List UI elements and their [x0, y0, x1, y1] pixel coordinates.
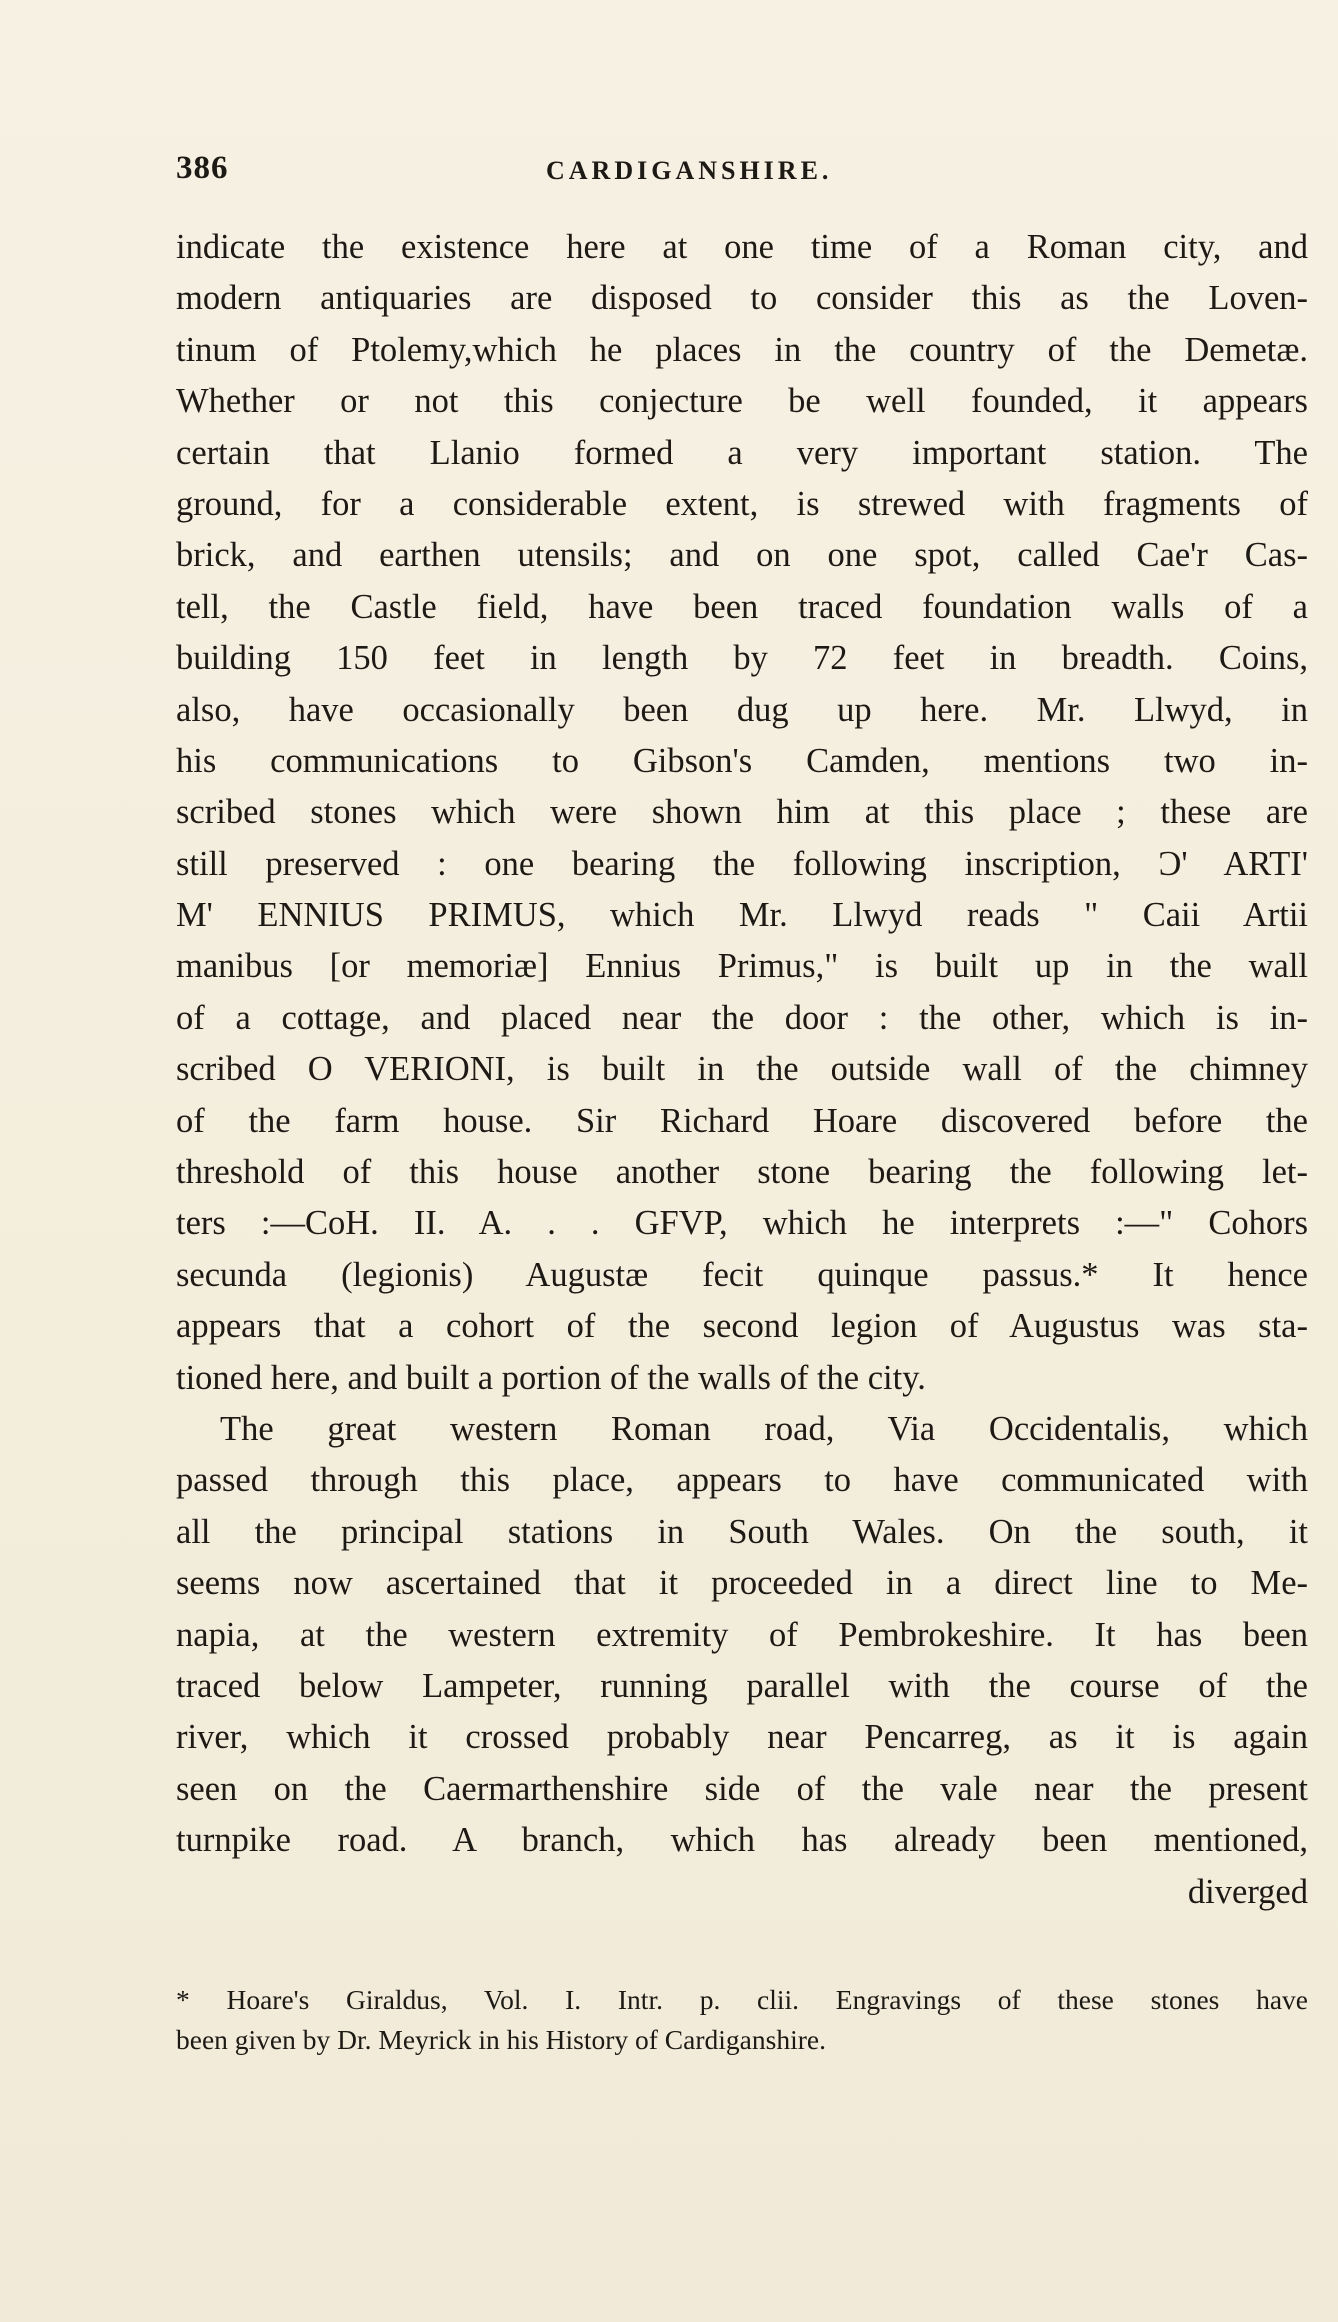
footnote-line: been given by Dr. Meyrick in his History of Cardiganshire. — [176, 2024, 826, 2055]
text-line: building 150 feet in length by 72 feet in breadth. Coins, — [176, 639, 1308, 678]
text-line: turnpike road. A branch, which has already been mentioned, — [176, 1821, 1308, 1860]
text-line: seen on the Caermarthenshire side of the vale near the present — [176, 1769, 1308, 1808]
page-number: 386 — [176, 150, 229, 186]
text-line: ground, for a considerable extent, is strewed with fragments of — [176, 484, 1308, 523]
running-head — [176, 150, 1306, 190]
text-line: scribed stones which were shown him at this place ; these are — [176, 793, 1308, 832]
text-line: passed through this place, appears to have communicated with — [176, 1461, 1308, 1500]
text-line: still preserved : one bearing the following inscription, Ɔ' ARTI' — [176, 844, 1308, 883]
text-line: scribed O VERIONI, is built in the outside wall of the chimney — [176, 1050, 1308, 1089]
text-line: manibus [or memoriæ] Ennius Primus," is built up in the wall — [176, 947, 1308, 986]
text-line: also, have occasionally been dug up here. Mr. Llwyd, in — [176, 690, 1308, 729]
paragraph-first-line: The great western Roman road, Via Occidentalis, which — [220, 1409, 1308, 1448]
text-line: modern antiquaries are disposed to consider this as the Loven- — [176, 279, 1308, 318]
text-line: traced below Lampeter, running parallel with the course of the — [176, 1666, 1308, 1705]
text-line: river, which it crossed probably near Pencarreg, as it is again — [176, 1718, 1308, 1757]
text-line: indicate the existence here at one time of a Roman city, and — [176, 228, 1308, 266]
text-line: brick, and earthen utensils; and on one spot, called Cae'r Cas- — [176, 536, 1308, 575]
text-line: seems now ascertained that it proceeded in a direct line to Me- — [176, 1564, 1308, 1603]
running-title: CARDIGANSHIRE. — [546, 156, 833, 185]
text-line: tioned here, and built a portion of the walls of the city. — [176, 1358, 926, 1397]
text-line: certain that Llanio formed a very important station. The — [176, 433, 1308, 472]
text-line: secunda (legionis) Augustæ fecit quinque passus.* It hence — [176, 1255, 1308, 1294]
text-line: threshold of this house another stone bearing the following let- — [176, 1153, 1308, 1192]
text-line: napia, at the western extremity of Pembrokeshire. It has been — [176, 1615, 1308, 1654]
text-line: all the principal stations in South Wales. On the south, it — [176, 1512, 1308, 1551]
text-line: appears that a cohort of the second legion of Augustus was sta- — [176, 1307, 1308, 1346]
text-line: Whether or not this conjecture be well founded, it appears — [176, 382, 1308, 421]
text-line: M' ENNIUS PRIMUS, which Mr. Llwyd reads " Caii Artii — [176, 896, 1308, 935]
text-line: of the farm house. Sir Richard Hoare discovered before the — [176, 1101, 1308, 1140]
footnote — [176, 1980, 1308, 2060]
text-line: ters :—CoH. II. A. . . GFVP, which he interprets :—" Cohors — [176, 1204, 1308, 1243]
catchword: diverged — [1187, 1872, 1308, 1911]
body-text — [176, 222, 1308, 1918]
text-line: tinum of Ptolemy,which he places in the country of the Demetæ. — [176, 330, 1308, 369]
text-line: tell, the Castle field, have been traced foundation walls of a — [176, 587, 1308, 626]
text-line: of a cottage, and placed near the door : the other, which is in- — [176, 998, 1308, 1037]
footnote-line: * Hoare's Giraldus, Vol. I. Intr. p. clii. Engravings of these stones have — [176, 1984, 1308, 2015]
text-line: his communications to Gibson's Camden, mentions two in- — [176, 741, 1308, 780]
